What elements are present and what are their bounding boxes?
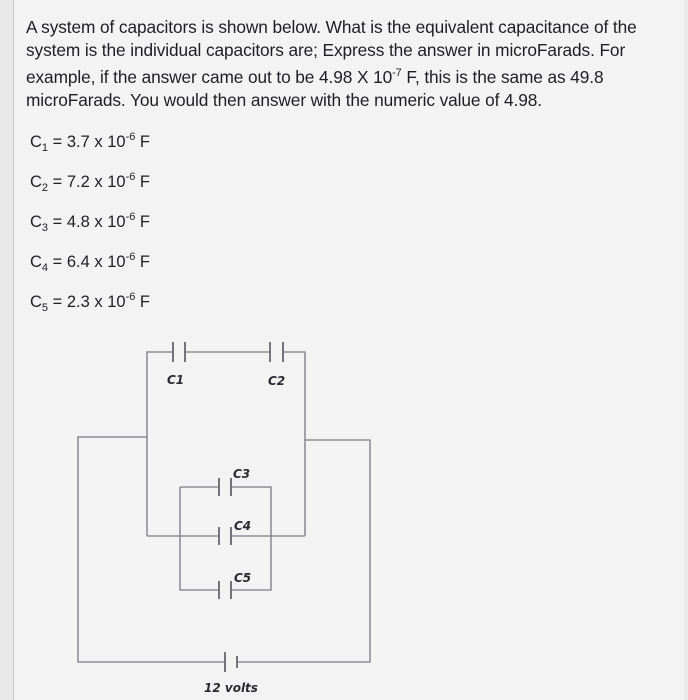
question-exponent: -7 bbox=[392, 67, 402, 79]
label-c3: C3 bbox=[233, 467, 251, 481]
label-c4: C4 bbox=[234, 519, 252, 533]
label-battery: 12 volts bbox=[204, 681, 258, 695]
capacitor-value-c4: $C_4 = 6.4$ x $10^{-6}$ F bbox=[30, 251, 151, 274]
capacitor-value-c3: $C_3 = 4.8$ x $10^{-6}$ F bbox=[30, 211, 151, 234]
capacitor-value-c1: $C_1 = 3.7$ x $10^{-6}$ F bbox=[30, 131, 151, 154]
c2-capacitor-icon bbox=[270, 342, 283, 362]
c3-capacitor-icon bbox=[219, 478, 231, 496]
circuit-wires bbox=[78, 352, 370, 662]
label-c2: C2 bbox=[268, 374, 286, 388]
c1-capacitor-icon bbox=[173, 342, 185, 362]
capacitor-value-c2: $C_2 = 7.2$ x $10^{-6}$ F bbox=[30, 171, 151, 194]
question-part2: F, this is the same as 49.8 microFarads. You would then answer with the numeric value of 4.98. bbox=[26, 67, 604, 110]
capacitor-plates bbox=[173, 342, 286, 672]
battery-icon bbox=[225, 652, 237, 672]
question-part1: A system of capacitors is shown below. What is the equivalent capacitance of the system is the individual capacitors are; Express the answer in microFarads. For example, if the answer came out to be 4.98 X 10 bbox=[26, 17, 637, 87]
capacitor-values-list bbox=[30, 125, 150, 325]
question-text bbox=[26, 16, 666, 112]
c5-capacitor-icon bbox=[219, 581, 231, 599]
label-c5: C5 bbox=[234, 571, 252, 585]
capacitor-value-c5: $C_5 = 2.3$ x $10^{-6}$ F bbox=[30, 291, 151, 314]
circuit-diagram bbox=[0, 330, 688, 700]
c4-capacitor-icon bbox=[219, 527, 231, 545]
label-c1: C1 bbox=[167, 373, 185, 387]
